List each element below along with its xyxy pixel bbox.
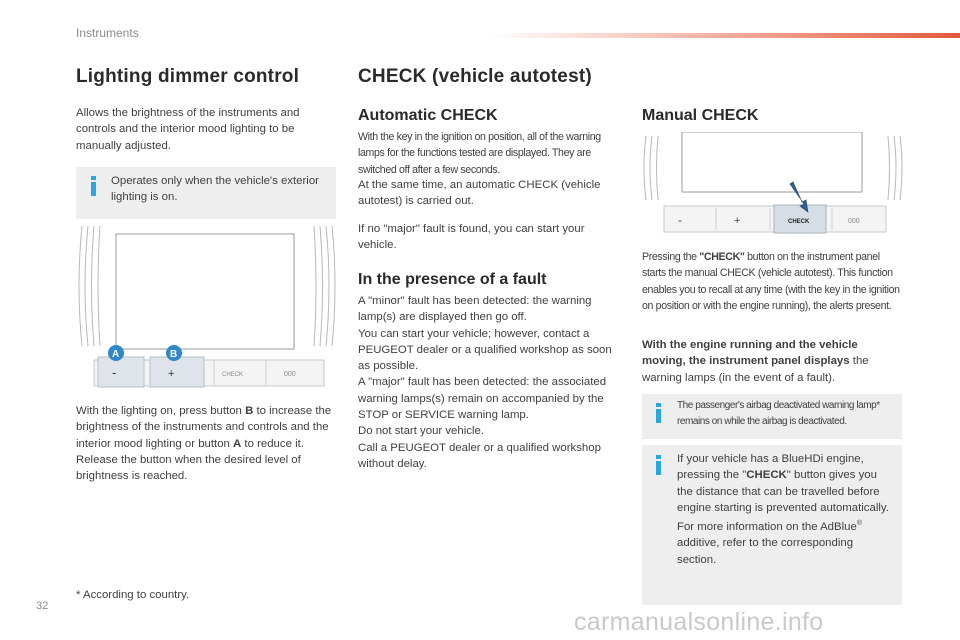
fault-line: A "minor" fault has been detected: the warning lamp(s) are displayed then go off.: [358, 295, 592, 324]
fault-title: In the presence of a fault: [358, 271, 547, 288]
note2-line2-pre: For more information on the AdBlue: [677, 520, 857, 533]
manual-p2: [642, 337, 892, 386]
airbag-note-box: [642, 394, 902, 439]
bluehdi-note-text: [677, 451, 889, 568]
automatic-p3: If no "major" fault is found, you can start your vehicle.: [358, 223, 585, 252]
note2-pre: If your vehicle has a BlueHDi engine, pressing the ": [677, 453, 864, 482]
minus-label: -: [678, 213, 682, 227]
instr-a: A: [233, 437, 242, 450]
fault-line: Call a PEUGEOT dealer or a qualified workshop without delay.: [358, 441, 601, 470]
lighting-intro: Allows the brightness of the instruments and controls and the interior mood lighting to be manually adjusted.: [76, 107, 300, 152]
header-accent-bar: [490, 33, 960, 38]
dimmer-buttons-illustration: [76, 226, 338, 394]
lighting-dimmer-title: Lighting dimmer control: [76, 66, 300, 87]
check-label: CHECK: [788, 219, 810, 225]
label-b: B: [170, 349, 178, 360]
zeros-label: 000: [284, 371, 296, 378]
watermark: carmanualsonline.info: [574, 608, 824, 636]
manual-p2-post: the warning lamps (in the event of a fault).: [642, 355, 869, 384]
automatic-p1: With the key in the ignition on position, all of the warning lamps for the functions tested are displayed. They are switched off after a few seconds.: [358, 131, 601, 176]
lighting-instructions: [76, 403, 332, 484]
bluehdi-note-box: [642, 445, 902, 605]
check-label: CHECK: [222, 372, 244, 378]
fault-line: Do not start your vehicle.: [358, 425, 484, 438]
instr-post2: to reduce it.: [241, 437, 304, 450]
automatic-check-title: Automatic CHECK: [358, 107, 498, 124]
fault-line: You can start your vehicle; however, contact a PEUGEOT dealer or a qualified workshop as soon as possible.: [358, 327, 612, 373]
instr-release: Release the button when the desired level of brightness is reached.: [76, 453, 301, 483]
registered-mark: ®: [856, 520, 862, 528]
plus-label: +: [734, 215, 741, 227]
automatic-p2: At the same time, an automatic CHECK (vehicle autotest) is carried out.: [358, 179, 601, 208]
note2-bold: CHECK: [746, 469, 787, 482]
page-number: 32: [36, 600, 49, 612]
minus-label: -: [112, 365, 117, 380]
note2-line2-post: additive, refer to the corresponding section.: [677, 537, 854, 566]
label-a: A: [112, 349, 120, 360]
info-icon: [656, 403, 661, 423]
lighting-note-text: Operates only when the vehicle's exterior lighting is on.: [111, 175, 319, 204]
note2-post: " button gives you the distance that can be travelled before engine starting is prevented automatically.: [677, 469, 889, 514]
manual-p1-pre: Pressing the: [642, 251, 700, 263]
footnote: * According to country.: [76, 589, 190, 601]
manual-p1-bold: "CHECK": [699, 251, 745, 263]
fault-text: [358, 293, 620, 472]
manual-p1: [642, 249, 906, 314]
info-icon: [656, 455, 661, 475]
fault-line: A "major" fault has been detected: the associated warning lamps(s) remain on accompanied by the STOP or SERVICE warning lamp.: [358, 376, 607, 422]
manual-p1-post: button on the instrument panel starts the manual CHECK (vehicle autotest). This function enables you to recall at any time (with the key in the ignition on position or with the engine running), the alerts present.: [642, 251, 900, 312]
instr-post: to increase the brightness of the instruments and controls and the interior mood lighting or button: [76, 405, 332, 450]
manual-p2-bold: With the engine running and the vehicle moving, the instrument panel displays: [642, 339, 858, 368]
instr-pre: With the lighting on, press button: [76, 405, 246, 417]
airbag-note-text: The passenger's airbag deactivated warning lamp* remains on while the airbag is deactivated.: [677, 400, 880, 428]
info-icon: [91, 176, 96, 196]
instr-b: B: [245, 405, 254, 417]
section-title: Instruments: [76, 26, 139, 40]
lighting-note-box: [76, 167, 336, 219]
manual-check-title: Manual CHECK: [642, 107, 759, 124]
plus-label: +: [168, 368, 175, 380]
check-title: CHECK (vehicle autotest): [358, 66, 592, 87]
zeros-label: 000: [848, 218, 860, 225]
check-button-illustration: [642, 132, 904, 237]
